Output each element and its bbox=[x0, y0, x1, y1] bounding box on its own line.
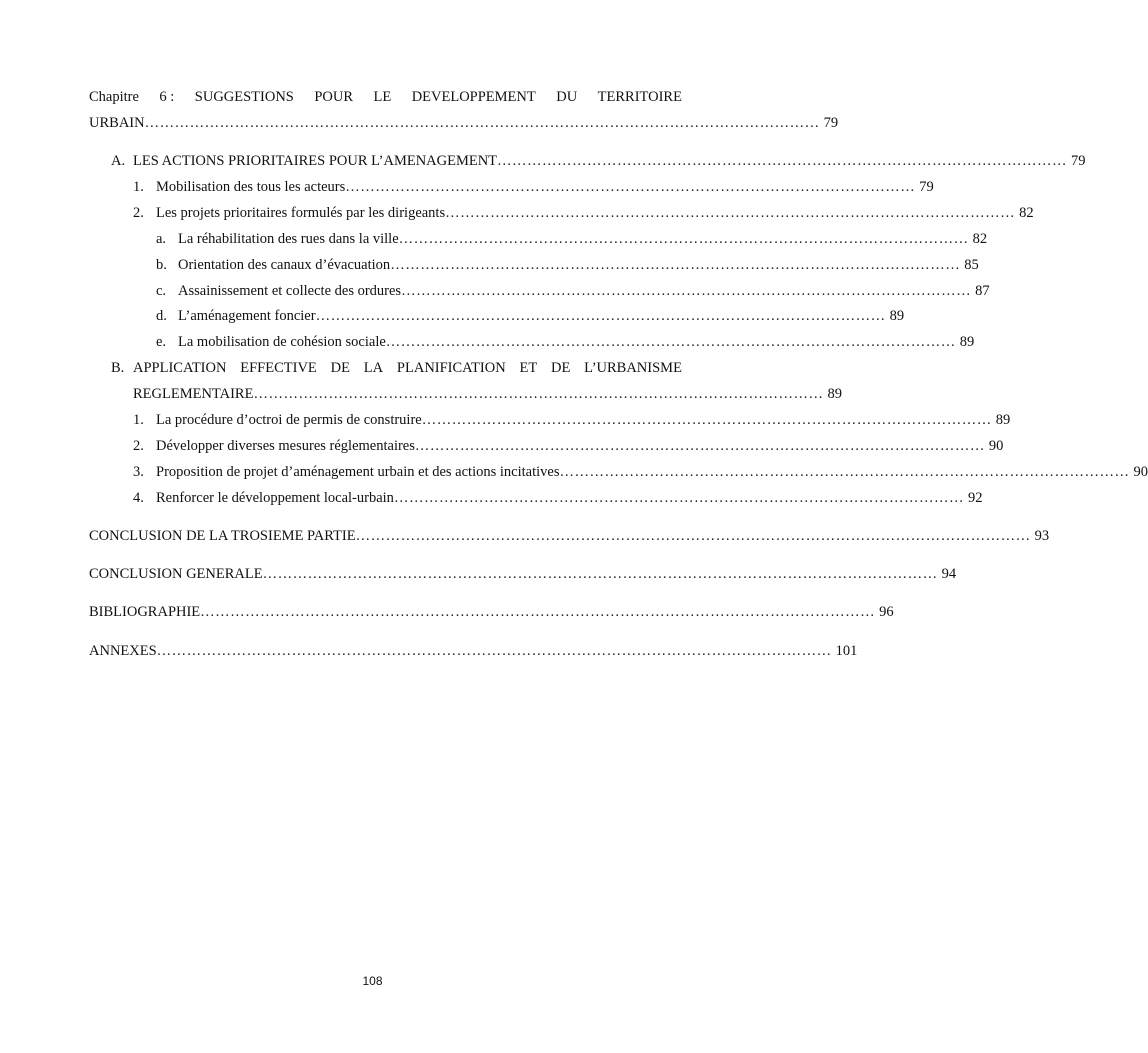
toc-entry bbox=[178, 306, 905, 326]
page-number: 87 bbox=[975, 283, 990, 299]
leader-dots: …………………………………………………………………………………………………… bbox=[393, 490, 964, 506]
chapter-word: Chapitre bbox=[89, 89, 139, 105]
chapter-title-end: URBAIN bbox=[89, 115, 145, 131]
toc-entry bbox=[178, 255, 979, 275]
footer-page-number: 108 bbox=[362, 974, 383, 988]
toc-entry-label: La réhabilitation des rues dans la ville bbox=[178, 231, 399, 247]
section-b-word: APPLICATION bbox=[133, 360, 227, 376]
section-b-word: DE bbox=[551, 360, 571, 376]
toc-entry bbox=[156, 436, 1004, 456]
toc-entry-conclusion-generale bbox=[89, 564, 957, 584]
leader-dots: ……………………………………………………………………………………………………………………… bbox=[355, 528, 1031, 544]
page-number: 82 bbox=[972, 231, 988, 247]
chapter-word: 6 : bbox=[159, 89, 175, 105]
page-number: 89 bbox=[959, 334, 975, 350]
section-b-word: DE bbox=[330, 360, 350, 376]
chapter-heading-line2 bbox=[89, 113, 839, 133]
subitem-marker: a. bbox=[156, 231, 167, 247]
toc-entry-label: CONCLUSION DE LA TROSIEME PARTIE bbox=[89, 528, 356, 544]
leader-dots: ……………………………………………………………………………………………………………………… bbox=[262, 566, 938, 582]
page-number: 89 bbox=[995, 412, 1011, 428]
leader-dots: …………………………………………………………………………………………………… bbox=[414, 438, 985, 454]
toc-entry-label: ANNEXES bbox=[89, 643, 157, 659]
page-number: 79 bbox=[823, 115, 839, 131]
subitem-marker: d. bbox=[156, 308, 167, 324]
toc-entry-label: Les projets prioritaires formulés par les dirigeants bbox=[156, 205, 446, 221]
toc-entry-label: Proposition de projet d’aménagement urbain et des actions incitatives bbox=[156, 464, 560, 480]
leader-dots: …………………………………………………………………………………………………… bbox=[345, 179, 916, 195]
chapter-word: POUR bbox=[314, 89, 354, 105]
section-marker: A. bbox=[111, 153, 126, 169]
item-marker: 3. bbox=[133, 464, 144, 480]
item-marker: 1. bbox=[133, 179, 144, 195]
toc-entry-label: BIBLIOGRAPHIE bbox=[89, 604, 201, 620]
leader-dots: ……………………………………………………………………………………………………………………… bbox=[144, 115, 820, 131]
section-b-heading-line2 bbox=[133, 384, 842, 404]
page-number: 79 bbox=[919, 179, 934, 195]
page-number: 79 bbox=[1071, 153, 1086, 169]
leader-dots: …………………………………………………………………………………………………… bbox=[421, 412, 992, 428]
toc-entry bbox=[156, 410, 1011, 430]
toc-entry-label: Assainissement et collecte des ordures bbox=[178, 283, 402, 299]
subitem-marker: c. bbox=[156, 283, 167, 299]
leader-dots: …………………………………………………………………………………………………… bbox=[398, 231, 969, 247]
toc-entry-annexes bbox=[89, 641, 858, 661]
page-number: 94 bbox=[941, 566, 957, 582]
chapter-word: LE bbox=[373, 89, 392, 105]
section-b-heading-line1 bbox=[133, 358, 682, 378]
section-marker: B. bbox=[111, 360, 125, 376]
toc-entry bbox=[156, 488, 983, 508]
toc-entry bbox=[156, 177, 934, 197]
toc-entry bbox=[156, 462, 1148, 482]
toc-entry-section-a bbox=[133, 151, 1086, 171]
item-marker: 2. bbox=[133, 438, 144, 454]
leader-dots: ……………………………………………………………………………………………………………………… bbox=[200, 604, 876, 620]
section-b-word: ET bbox=[519, 360, 538, 376]
toc-entry-label: Développer diverses mesures réglementaires bbox=[156, 438, 415, 454]
toc-entry bbox=[178, 281, 990, 301]
page-number: 90 bbox=[988, 438, 1004, 454]
toc-entry bbox=[178, 332, 975, 352]
item-marker: 4. bbox=[133, 490, 144, 506]
toc-entry-label: Mobilisation des tous les acteurs bbox=[156, 179, 346, 195]
toc-entry-label: La mobilisation de cohésion sociale bbox=[178, 334, 386, 350]
toc-entry-label: CONCLUSION GENERALE bbox=[89, 566, 263, 582]
page-number: 90 bbox=[1133, 464, 1148, 480]
toc-entry-label: Orientation des canaux d’évacuation bbox=[178, 257, 391, 273]
leader-dots: …………………………………………………………………………………………………… bbox=[401, 283, 972, 299]
leader-dots: …………………………………………………………………………………………………… bbox=[445, 205, 1016, 221]
leader-dots: …………………………………………………………………………………………………… bbox=[390, 257, 961, 273]
chapter-word: TERRITOIRE bbox=[597, 89, 682, 105]
page-number: 89 bbox=[889, 308, 905, 324]
item-marker: 2. bbox=[133, 205, 144, 221]
leader-dots: …………………………………………………………………………………………………… bbox=[253, 386, 824, 402]
chapter-word: DEVELOPPEMENT bbox=[411, 89, 536, 105]
page-number: 82 bbox=[1019, 205, 1034, 221]
leader-dots: …………………………………………………………………………………………………… bbox=[385, 334, 956, 350]
page-number: 101 bbox=[835, 643, 858, 659]
toc-entry-conclusion-partie bbox=[89, 526, 1050, 546]
toc-entry-label: REGLEMENTAIRE bbox=[133, 386, 254, 402]
toc-entry-label: La procédure d’octroi de permis de construire bbox=[156, 412, 422, 428]
item-marker: 1. bbox=[133, 412, 144, 428]
chapter-word: SUGGESTIONS bbox=[194, 89, 294, 105]
section-b-word: LA bbox=[363, 360, 384, 376]
page-number: 93 bbox=[1034, 528, 1050, 544]
leader-dots: ……………………………………………………………………………………………………………………… bbox=[156, 643, 832, 659]
page-number: 92 bbox=[967, 490, 983, 506]
section-b-word: PLANIFICATION bbox=[396, 360, 506, 376]
toc-entry-bibliographie bbox=[89, 602, 894, 622]
page-number: 89 bbox=[827, 386, 842, 402]
toc-entry bbox=[178, 229, 988, 249]
toc-entry-label: L’aménagement foncier bbox=[178, 308, 316, 324]
toc-entry-label: LES ACTIONS PRIORITAIRES POUR L’AMENAGEMENT bbox=[133, 153, 498, 169]
page-number: 85 bbox=[964, 257, 979, 273]
leader-dots: …………………………………………………………………………………………………… bbox=[497, 153, 1068, 169]
toc-entry bbox=[156, 203, 1034, 223]
subitem-marker: e. bbox=[156, 334, 167, 350]
leader-dots: …………………………………………………………………………………………………… bbox=[315, 308, 886, 324]
leader-dots: …………………………………………………………………………………………………… bbox=[559, 464, 1130, 480]
chapter-word: DU bbox=[556, 89, 578, 105]
toc-entry-label: Renforcer le développement local-urbain bbox=[156, 490, 394, 506]
section-b-word: L’URBANISME bbox=[584, 360, 682, 376]
subitem-marker: b. bbox=[156, 257, 167, 273]
chapter-heading-line1 bbox=[89, 87, 682, 107]
page-number: 96 bbox=[879, 604, 894, 620]
section-b-word: EFFECTIVE bbox=[240, 360, 317, 376]
